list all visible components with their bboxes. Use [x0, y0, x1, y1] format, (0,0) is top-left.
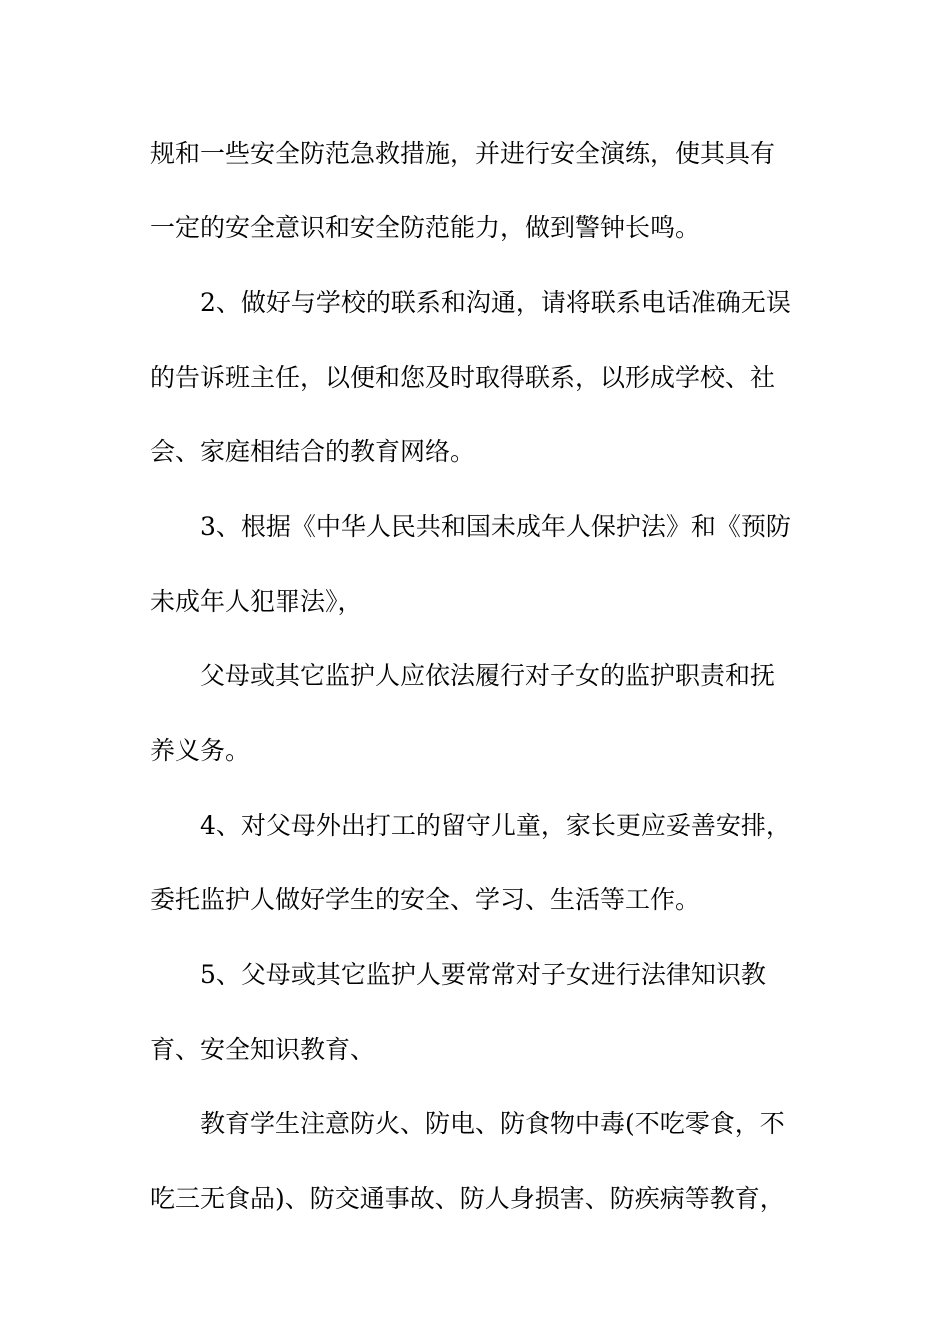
paragraph-line: 3、根据《中华人民共和国未成年人保护法》和《预防 [200, 512, 791, 541]
paragraph-line: 育、安全知识教育、 [150, 1035, 376, 1064]
paragraph-line: 未成年人犯罪法》， [150, 587, 363, 616]
paragraph-line: 一定的安全意识和安全防范能力，做到警钟长鸣。 [150, 213, 701, 242]
paragraph-line: 养义务。 [150, 736, 251, 765]
paragraph-line: 吃三无食品)、防交通事故、防人身损害、防疾病等教育， [150, 1184, 785, 1213]
paragraph-line: 会、家庭相结合的教育网络。 [150, 437, 476, 466]
paragraph-line: 的告诉班主任，以便和您及时取得联系，以形成学校、社 [150, 363, 776, 392]
paragraph-line: 5、父母或其它监护人要常常对子女进行法律知识教 [200, 960, 766, 989]
paragraph-line: 教育学生注意防火、防电、防食物中毒(不吃零食，不 [200, 1109, 785, 1138]
paragraph-line: 4、对父母外出打工的留守儿童，家长更应妥善安排， [200, 811, 791, 840]
paragraph-line: 规和一些安全防范急救措施，并进行安全演练，使其具有 [150, 139, 776, 168]
paragraph-line: 父母或其它监护人应依法履行对子女的监护职责和抚 [200, 661, 776, 690]
paragraph-line: 委托监护人做好学生的安全、学习、生活等工作。 [150, 885, 701, 914]
paragraph-line: 2、做好与学校的联系和沟通，请将联系电话准确无误 [200, 288, 791, 317]
